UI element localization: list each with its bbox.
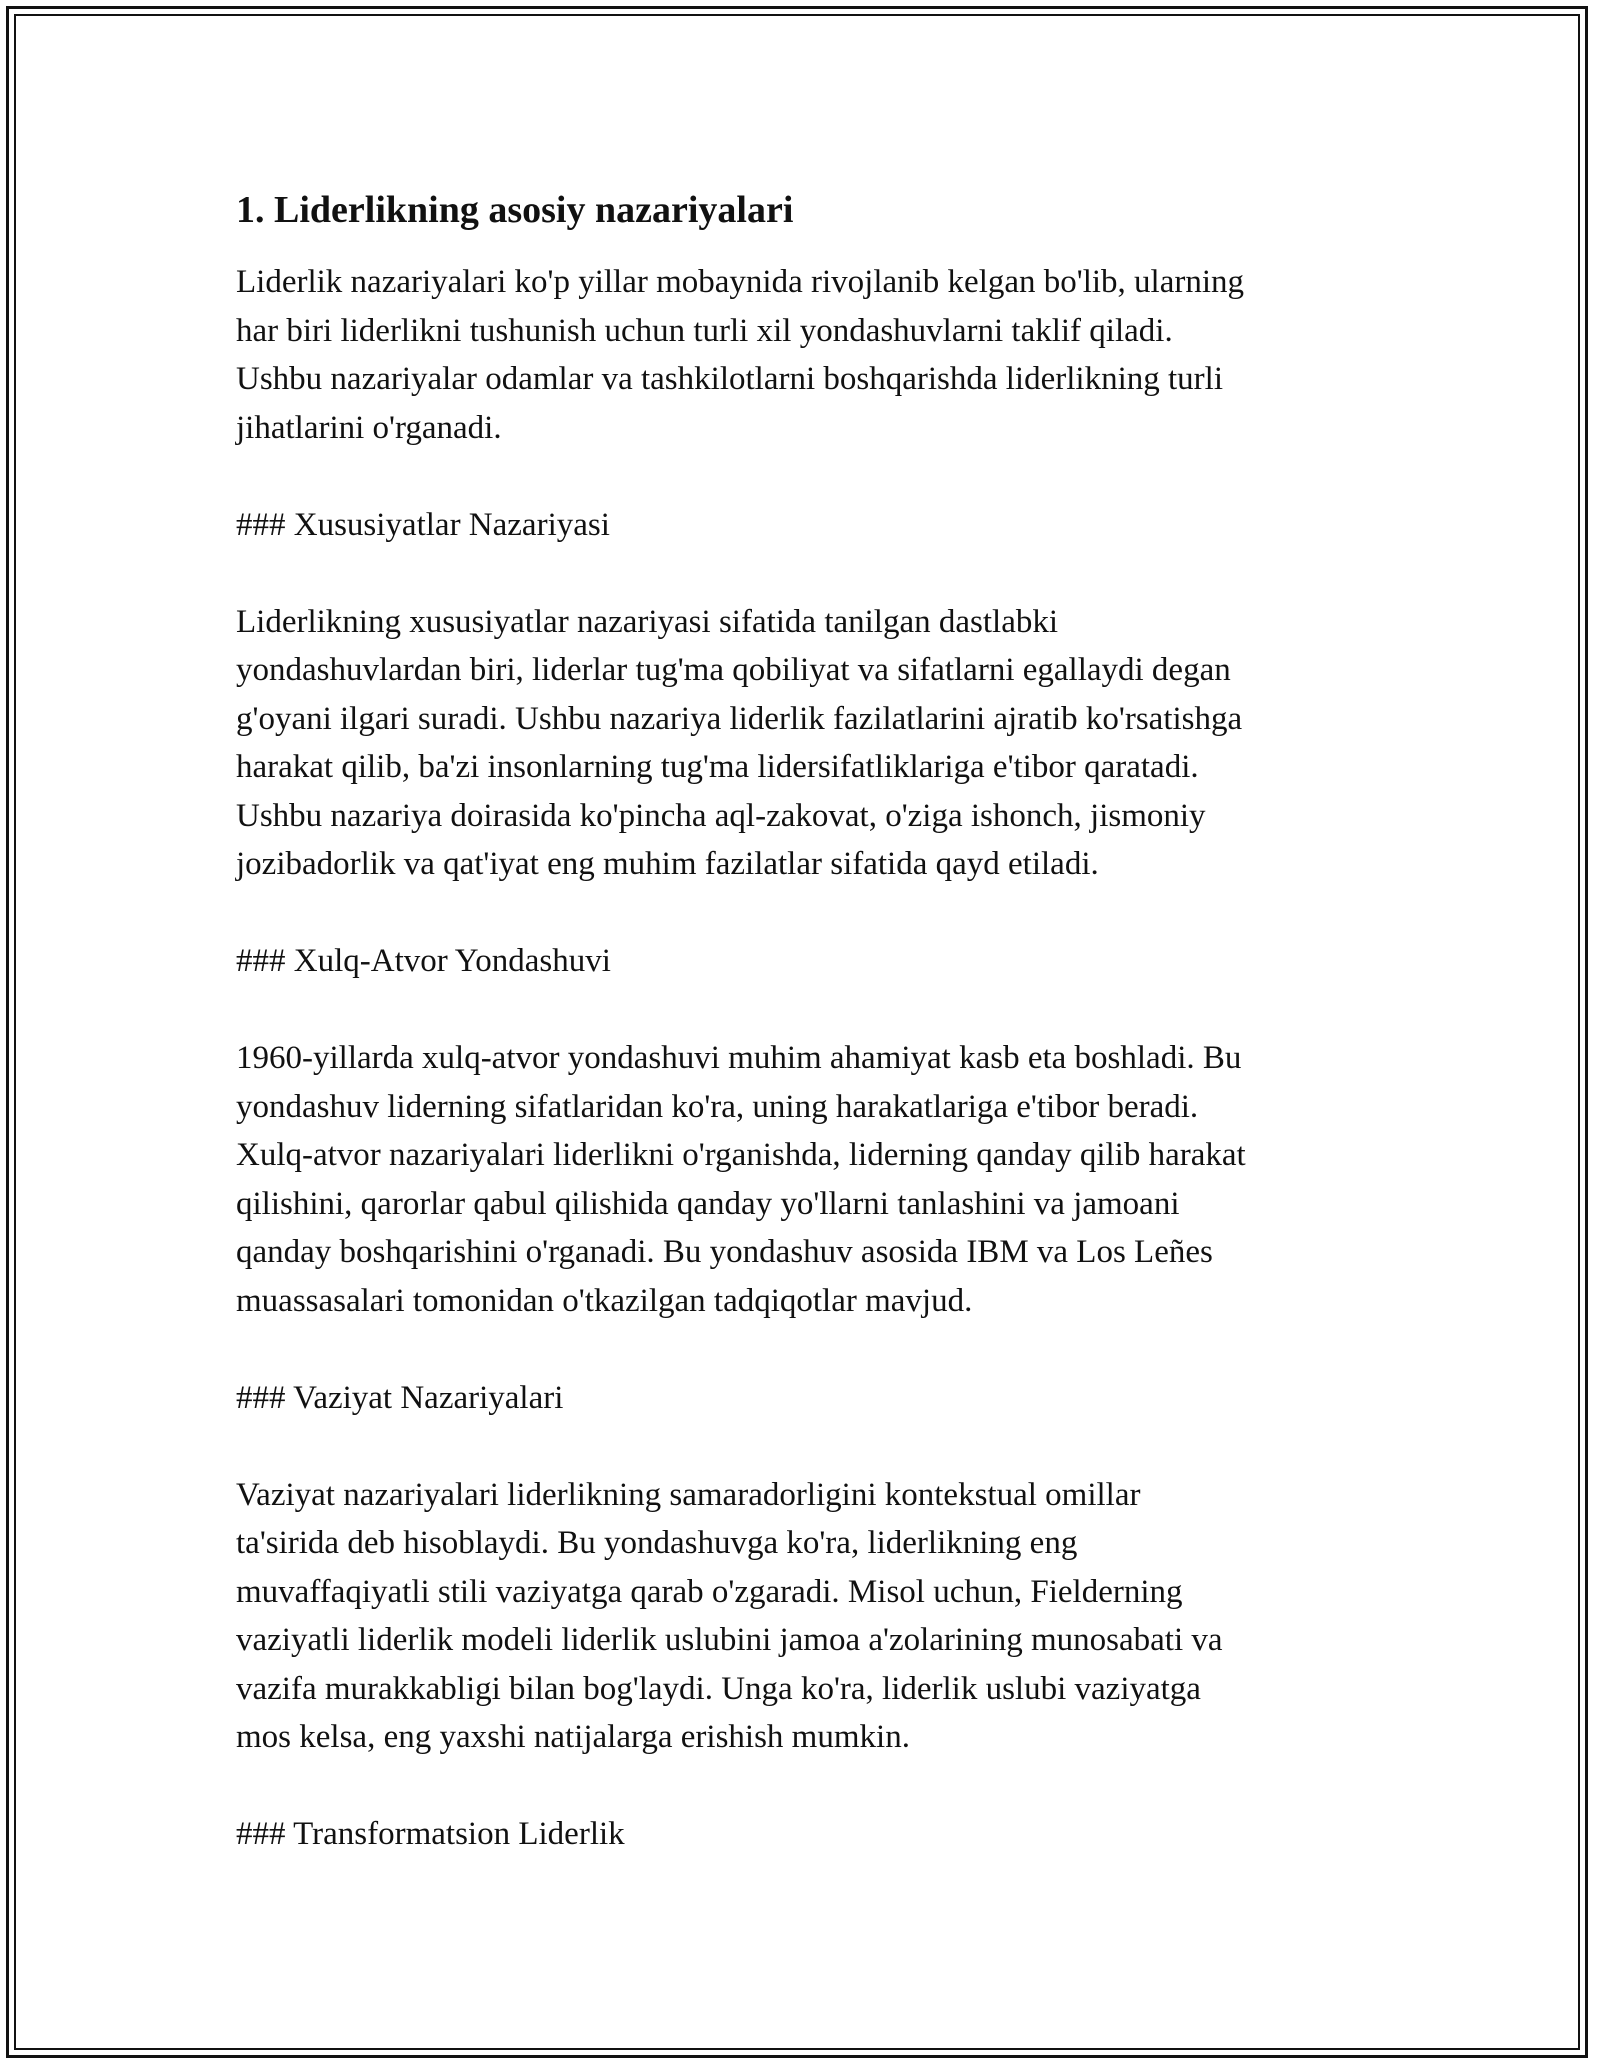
spacer — [236, 889, 1366, 938]
spacer — [236, 1422, 1366, 1471]
section-heading-xulq-atvor: ### Xulq-Atvor Yondashuvi — [236, 943, 611, 979]
spacer — [236, 452, 1366, 501]
intro-paragraph: Liderlik nazariyalari ko'p yillar mobaynida rivojlanib kelgan bo'lib, ularning har biri liderlikni tushunish uchun turli xil yondashuvlarni taklif qiladi. Ushbu nazariyalar odamlar va tashkilotlarni boshqarishda liderlikning turli jihatlarini o'rganadi. — [236, 264, 1245, 446]
spacer — [236, 986, 1366, 1035]
paragraph-xulq-atvor: 1960-yillarda xulq-atvor yondashuvi muhim ahamiyat kasb eta boshladi. Bu yondashuv liderning sifatlaridan ko'ra, uning harakatlariga e'tibor beradi. Xulq-atvor nazariyalari liderlikni o'rganishda, liderning qanday qilib harakat qilishini, qarorlar qabul qilishida qanday yo'llarni tanlashini va jamoani qanday boshqarishini o'rganadi. Bu yondashuv asosida IBM va Los Leñes muassasalari tomonidan o'tkazilgan tadqiqotlar mavjud. — [236, 1040, 1246, 1319]
section-heading-xususiyatlar: ### Xususiyatlar Nazariyasi — [236, 506, 610, 543]
paragraph-vaziyat: Vaziyat nazariyalari liderlikning samaradorligini kontekstual omillar ta'sirida deb hisoblaydi. Bu yondashuvga ko'ra, liderlikning eng muvaffaqiyatli stili vaziyatga qarab o'zgaradi. Misol uchun, Fielderning vaziyatli liderlik modeli liderlik uslubini jamoa a'zolarining munosabati va vazifa murakkabligi bilan bog'laydi. Unga ko'ra, liderlik uslubi vaziyatga mos kelsa, eng yaxshi natijalarga erishish mumkin. — [236, 1476, 1223, 1755]
document-body — [236, 186, 1366, 1859]
spacer — [236, 549, 1366, 598]
spacer — [236, 1325, 1366, 1374]
section-heading-vaziyat: ### Vaziyat Nazariyalari — [236, 1379, 564, 1416]
spacer — [236, 1762, 1366, 1811]
section-heading-transformatsion: ### Transformatsion Liderlik — [236, 1816, 625, 1852]
paragraph-xususiyatlar: Liderlikning xususiyatlar nazariyasi sifatida tanilgan dastlabki yondashuvlardan biri, liderlar tug'ma qobiliyat va sifatlarni egallaydi degan g'oyani ilgari suradi. Ushbu nazariya liderlik fazilatlarini ajratib ko'rsatishga harakat qilib, ba'zi insonlarning tug'ma lidersifatliklariga e'tibor qaratadi. Ushbu nazariya doirasida ko'pincha aql-zakovat, o'ziga ishonch, jismoniy jozibadorlik va qat'iyat eng muhim fazilatlar sifatida qayd etiladi. — [236, 603, 1243, 882]
document-title: 1. Liderlikning asosiy nazariyalari — [236, 189, 794, 231]
